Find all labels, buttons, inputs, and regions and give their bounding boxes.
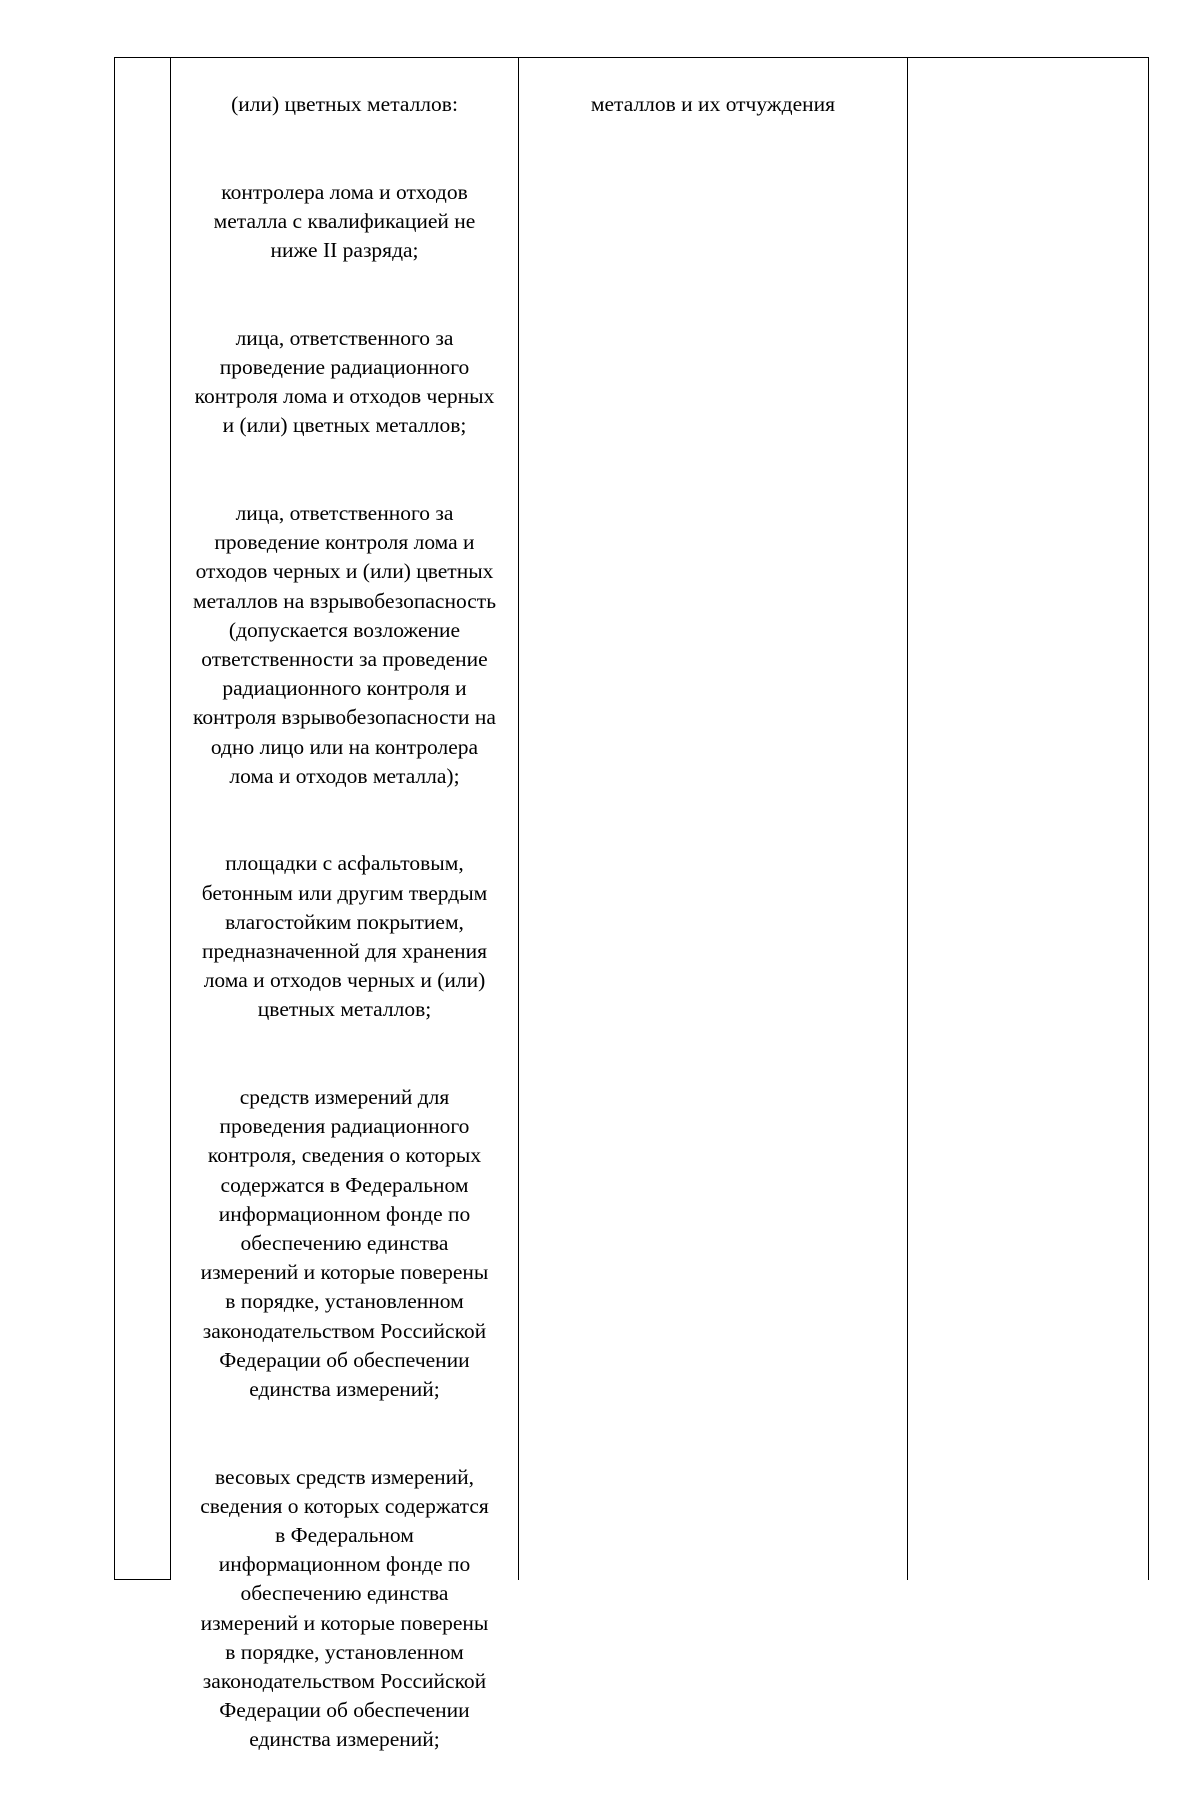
requirement-paragraph: весовых средств измерений, сведения о которых содержатся в Федеральном информационном фонде по обеспечению единства измерений и которые поверены в порядке, установленном законодательством Российской Федерации об обеспечении единства измерений; bbox=[200, 1464, 489, 1752]
requirement-paragraph: (или) цветных металлов: bbox=[231, 92, 458, 117]
table-top-border bbox=[114, 57, 1148, 58]
table-cell-description bbox=[519, 61, 907, 119]
column-divider-2 bbox=[518, 57, 519, 1580]
table-cell-requirements bbox=[171, 61, 518, 1813]
first-column-bottom-border bbox=[114, 1579, 171, 1580]
requirement-paragraph: лица, ответственного за проведение контроля лома и отходов черных и (или) цветных металлов на взрывобезопасность (допускается возложение ответственности за проведение радиационного контроля и контроля взрывобезопасности на одно лицо или на контролера лома и отходов металла); bbox=[193, 501, 496, 788]
requirement-paragraph: площадки с асфальтовым, бетонным или другим твердым влагостойким покрытием, предназначенной для хранения лома и отходов черных и (или) цветных металлов; bbox=[201, 851, 488, 1022]
table-right-border bbox=[1148, 57, 1149, 1580]
requirement-paragraph: лица, ответственного за проведение радиационного контроля лома и отходов черных и (или) цветных металлов; bbox=[194, 325, 495, 438]
table-left-border bbox=[114, 57, 115, 1580]
description-text: металлов и их отчуждения bbox=[590, 92, 836, 117]
requirement-paragraph: контролера лома и отходов металла с квалификацией не ниже II разряда; bbox=[213, 179, 476, 263]
column-divider-3 bbox=[907, 57, 908, 1580]
requirement-paragraph: средств измерений для проведения радиационного контроля, сведения о которых содержатся в Федеральном информационном фонде по обеспечению единства измерений и которые поверены в порядке, установленном законодательством Российской Федерации об обеспечении единства измерений; bbox=[200, 1085, 489, 1402]
